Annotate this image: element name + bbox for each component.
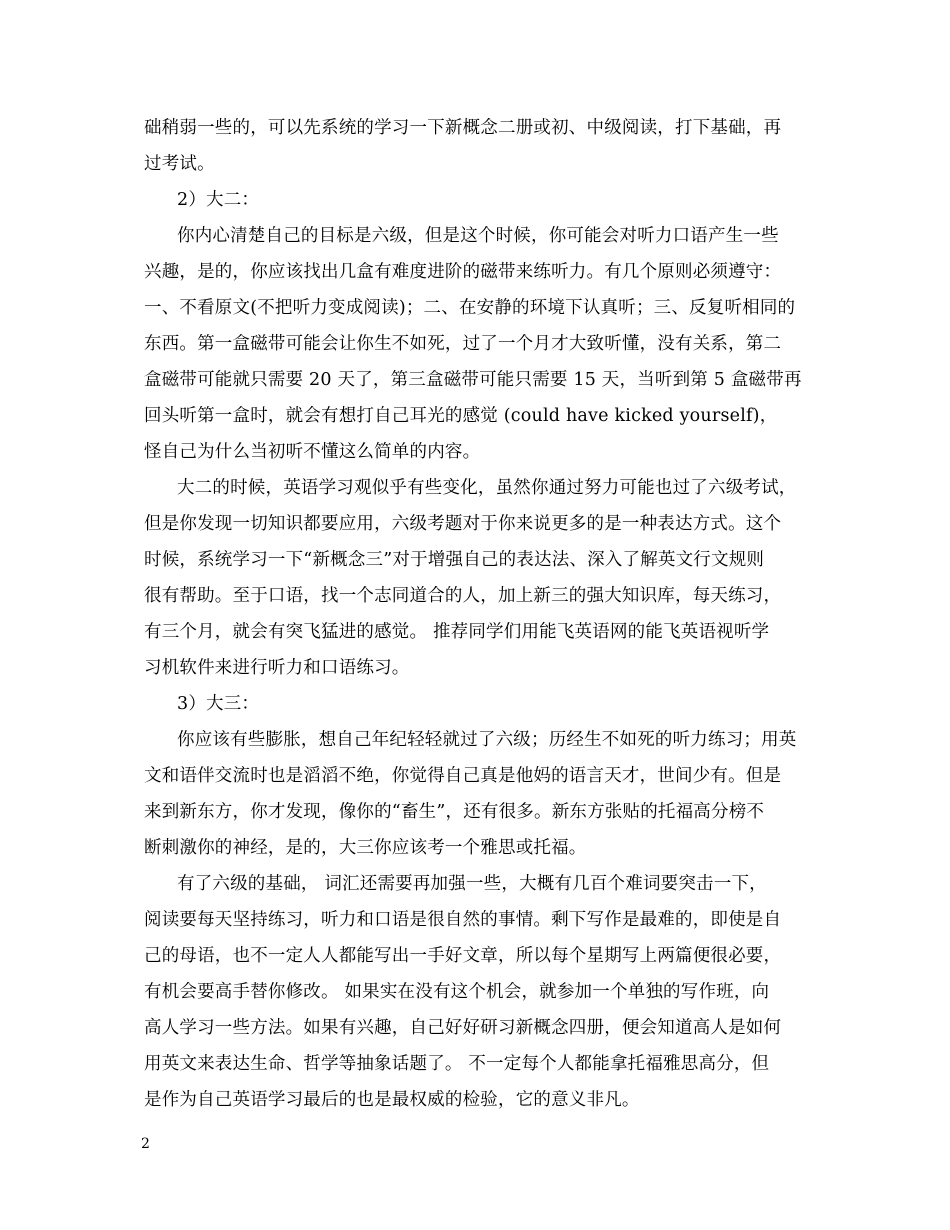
text-line: 很有帮助。至于口语，找一个志同道合的人，加上新三的强大知识库，每天练习， bbox=[144, 586, 782, 606]
page-number: 2 bbox=[141, 1136, 150, 1152]
text-line: 东西。第一盒磁带可能会让你生不如死，过了一个月才大致听懂，没有关系，第二 bbox=[144, 334, 782, 354]
text-line: 兴趣，是的，你应该找出几盒有难度进阶的磁带来练听力。有几个原则必须遵守： bbox=[144, 262, 782, 282]
text-line: 是作为自己英语学习最后的也是最权威的检验，它的意义非凡。 bbox=[144, 1090, 640, 1110]
text-line: 用英文来表达生命、哲学等抽象话题了。 不一定每个人都能拿托福雅思高分，但 bbox=[144, 1054, 770, 1074]
text-line: 怪自己为什么当初听不懂这么简单的内容。 bbox=[144, 442, 481, 462]
text-line: 回头听第一盒时，就会有想打自己耳光的感觉 (could have kicked yourself)， bbox=[144, 406, 778, 426]
text-line: 习机软件来进行听力和口语练习。 bbox=[144, 658, 410, 678]
text-line: 一、不看原文(不把听力变成阅读)；二、在安静的环境下认真听；三、反复听相同的 bbox=[144, 298, 796, 318]
text-line: 础稍弱一些的，可以先系统的学习一下新概念二册或初、中级阅读，打下基础，再 bbox=[144, 118, 782, 138]
text-line: 过考试。 bbox=[144, 154, 215, 174]
text-line: 有机会要高手替你修改。 如果实在没有这个机会，就参加一个单独的写作班，向 bbox=[144, 982, 770, 1002]
text-line: 来到新东方，你才发现，像你的“畜生”，还有很多。新东方张贴的托福高分榜不 bbox=[144, 802, 765, 822]
text-line: 有三个月，就会有突飞猛进的感觉。 推荐同学们用能飞英语网的能飞英语视听学 bbox=[144, 622, 770, 642]
section-heading: 2）大二： bbox=[177, 190, 260, 210]
text-line: 时候，系统学习一下“新概念三”对于增强自己的表达法、深入了解英文行文规则 bbox=[144, 550, 765, 570]
text-line: 有了六级的基础， 词汇还需要再加强一些，大概有几百个难词要突击一下， bbox=[177, 874, 767, 894]
text-line: 己的母语，也不一定人人都能写出一手好文章，所以每个星期写上两篇便很必要， bbox=[144, 946, 782, 966]
text-line: 盒磁带可能就只需要 20 天了，第三盒磁带可能只需要 15 天，当听到第 5 盒磁带再 bbox=[144, 370, 802, 390]
text-line: 断刺激你的神经，是的，大三你应该考一个雅思或托福。 bbox=[144, 838, 587, 858]
text-line: 大二的时候，英语学习观似乎有些变化，虽然你通过努力可能也过了六级考试， bbox=[177, 478, 797, 498]
text-line: 高人学习一些方法。如果有兴趣，自己好好研习新概念四册，便会知道高人是如何 bbox=[144, 1018, 782, 1038]
section-heading: 3）大三： bbox=[177, 694, 260, 714]
text-line: 文和语伴交流时也是滔滔不绝，你觉得自己真是他妈的语言天才，世间少有。但是 bbox=[144, 766, 782, 786]
text-line: 你应该有些膨胀，想自己年纪轻轻就过了六级；历经生不如死的听力练习；用英 bbox=[177, 730, 797, 750]
text-line: 你内心清楚自己的目标是六级，但是这个时候，你可能会对听力口语产生一些 bbox=[177, 226, 779, 246]
text-line: 阅读要每天坚持练习，听力和口语是很自然的事情。剩下写作是最难的，即使是自 bbox=[144, 910, 782, 930]
text-line: 但是你发现一切知识都要应用，六级考题对于你来说更多的是一种表达方式。这个 bbox=[144, 514, 782, 534]
